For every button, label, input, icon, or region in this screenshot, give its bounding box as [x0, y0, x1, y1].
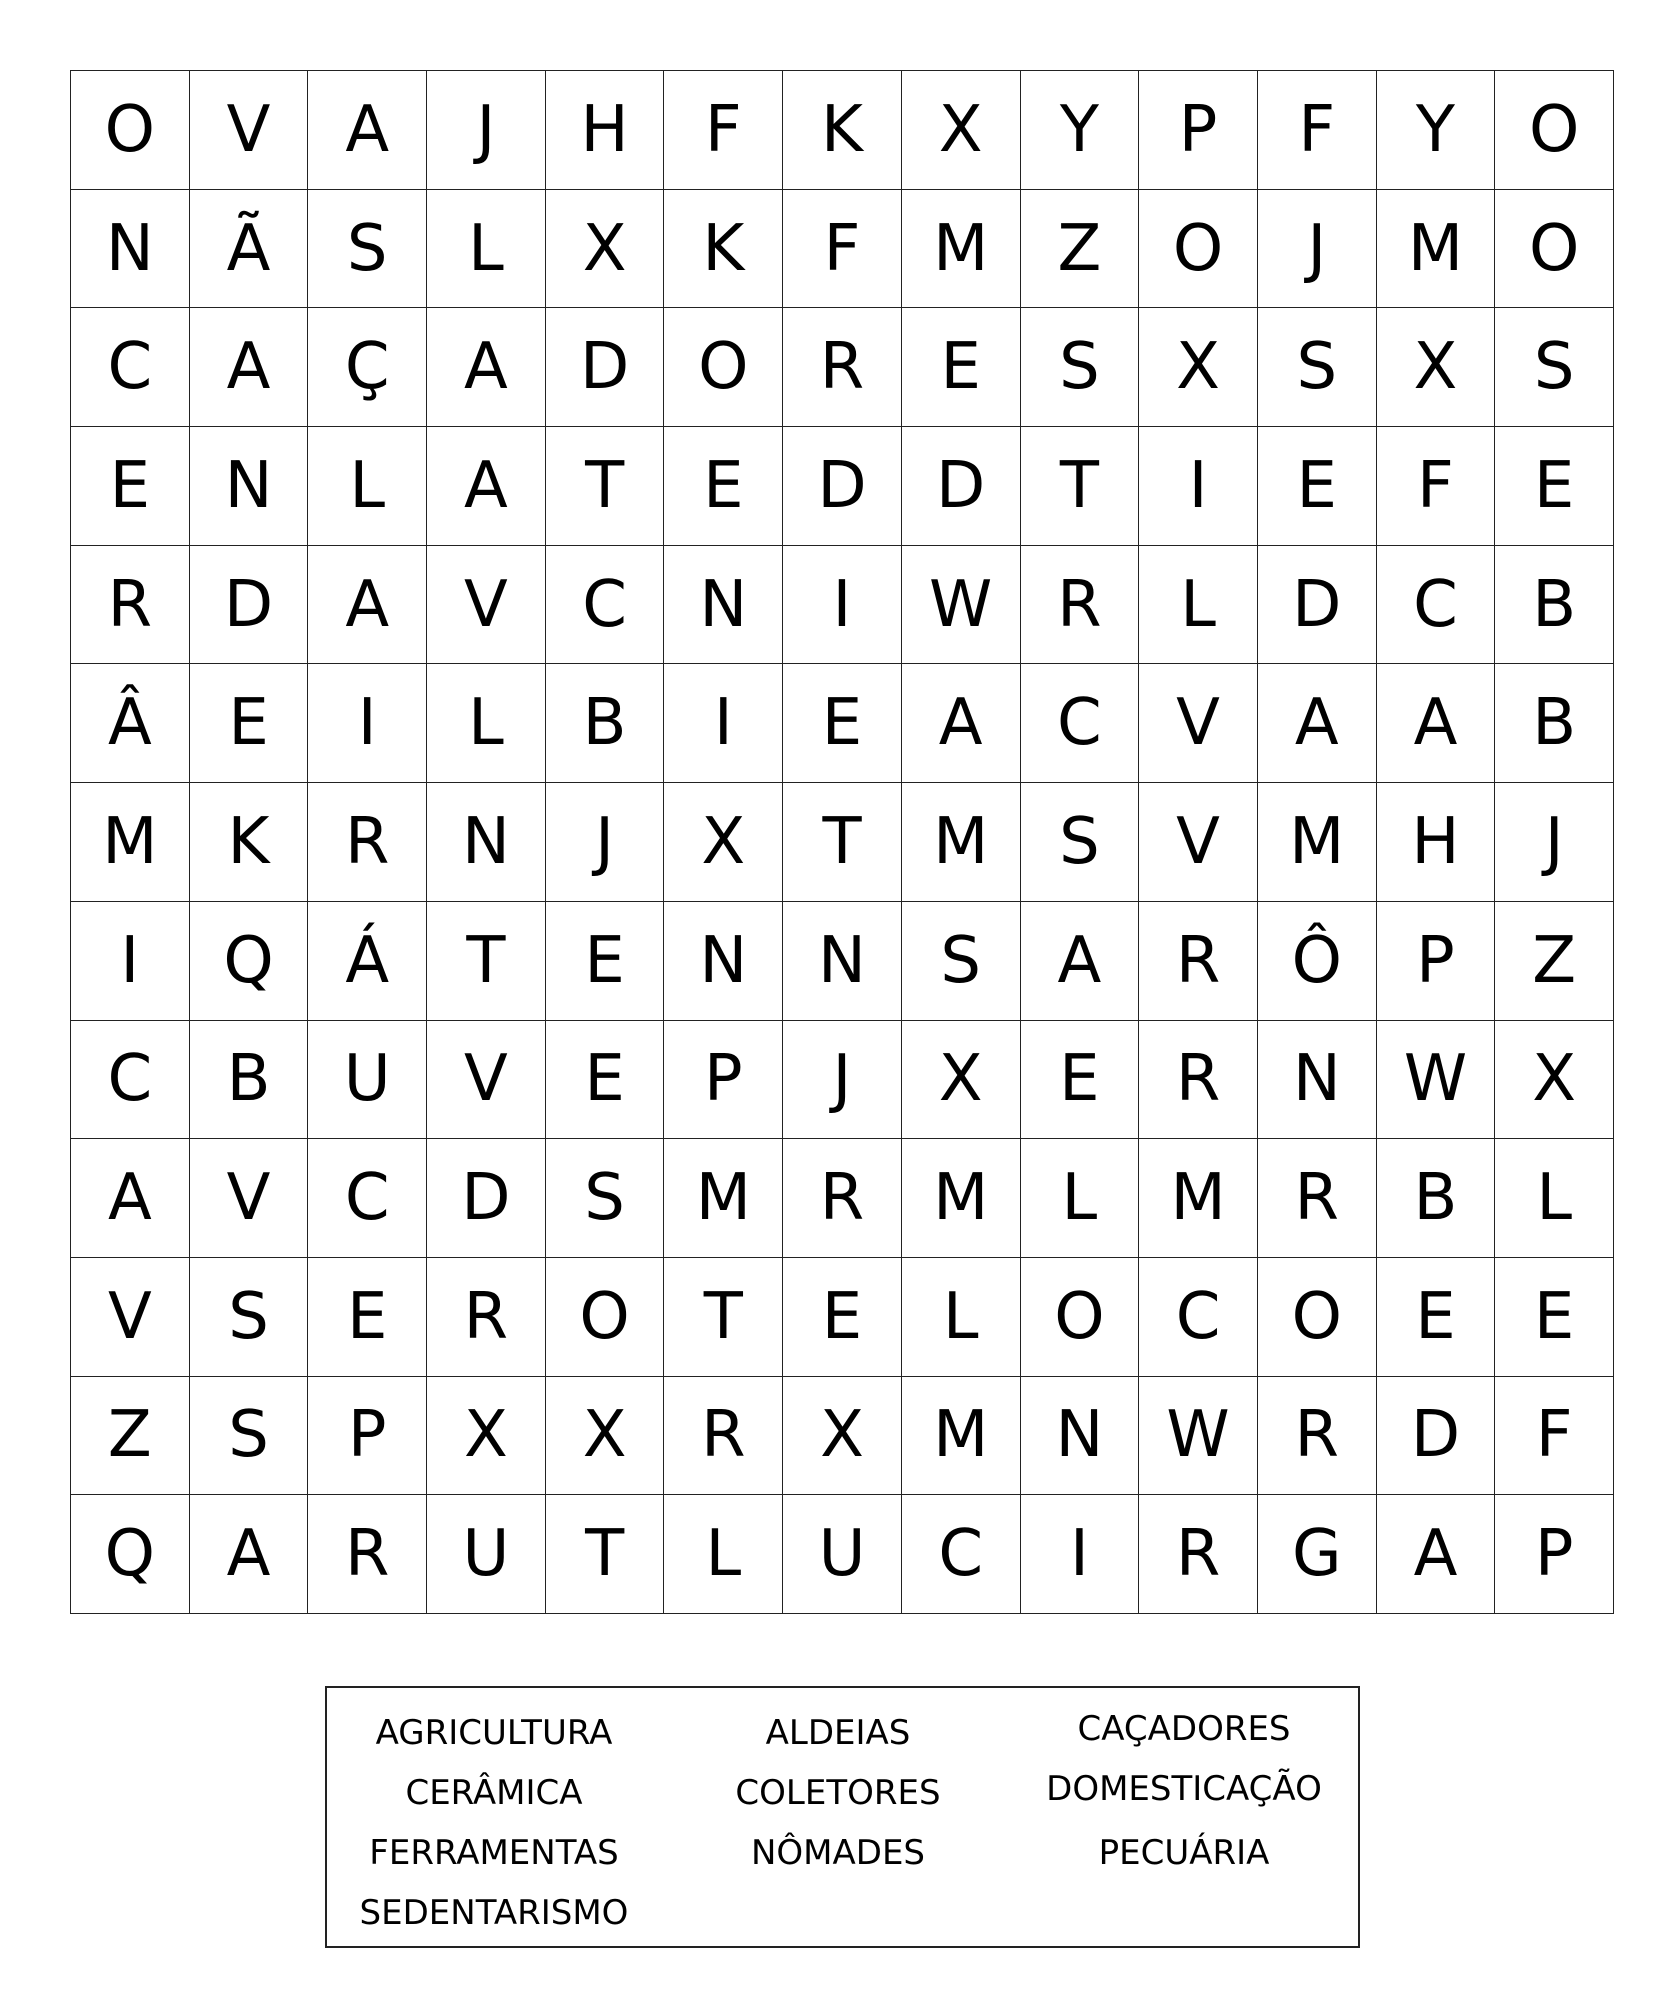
grid-cell[interactable]: B [1377, 1139, 1496, 1258]
grid-cell[interactable]: U [308, 1021, 427, 1140]
grid-cell[interactable]: E [546, 902, 665, 1021]
grid-cell[interactable]: I [1021, 1495, 1140, 1614]
grid-cell[interactable]: G [1258, 1495, 1377, 1614]
grid-cell[interactable]: V [190, 71, 309, 190]
grid-cell[interactable]: A [902, 664, 1021, 783]
grid-cell[interactable]: Ç [308, 308, 427, 427]
grid-cell[interactable]: T [427, 902, 546, 1021]
grid-cell[interactable]: M [1258, 783, 1377, 902]
grid-cell[interactable]: L [1139, 546, 1258, 665]
grid-cell[interactable]: C [71, 308, 190, 427]
grid-cell[interactable]: M [902, 783, 1021, 902]
grid-cell[interactable]: N [1258, 1021, 1377, 1140]
grid-cell[interactable]: O [1495, 71, 1614, 190]
grid-cell[interactable]: H [546, 71, 665, 190]
grid-cell[interactable]: D [1377, 1377, 1496, 1496]
grid-cell[interactable]: M [902, 1377, 1021, 1496]
grid-cell[interactable]: V [190, 1139, 309, 1258]
grid-cell[interactable]: O [1495, 190, 1614, 309]
word-ceramica: CERÂMICA [405, 1773, 583, 1813]
grid-cell[interactable]: R [1139, 902, 1258, 1021]
grid-cell[interactable]: S [190, 1258, 309, 1377]
grid-cell[interactable]: E [664, 427, 783, 546]
grid-cell[interactable]: K [190, 783, 309, 902]
grid-cell[interactable]: L [1021, 1139, 1140, 1258]
grid-cell[interactable]: V [1139, 783, 1258, 902]
grid-cell[interactable]: F [783, 190, 902, 309]
grid-cell[interactable]: P [308, 1377, 427, 1496]
grid-cell[interactable]: T [1021, 427, 1140, 546]
grid-cell[interactable]: E [1495, 1258, 1614, 1377]
grid-cell[interactable]: U [783, 1495, 902, 1614]
grid-cell[interactable]: I [664, 664, 783, 783]
grid-cell[interactable]: S [546, 1139, 665, 1258]
grid-cell[interactable]: F [664, 71, 783, 190]
grid-cell[interactable]: O [546, 1258, 665, 1377]
grid-cell[interactable]: T [546, 427, 665, 546]
grid-cell[interactable]: W [1139, 1377, 1258, 1496]
grid-cell[interactable]: A [1377, 664, 1496, 783]
grid-cell[interactable]: S [1258, 308, 1377, 427]
grid-cell[interactable]: E [1258, 427, 1377, 546]
grid-cell[interactable]: X [664, 783, 783, 902]
grid-cell[interactable]: F [1258, 71, 1377, 190]
grid-cell[interactable]: E [71, 427, 190, 546]
grid-cell[interactable]: E [546, 1021, 665, 1140]
grid-cell[interactable]: O [71, 71, 190, 190]
word-aldeias: ALDEIAS [765, 1713, 911, 1753]
grid-cell[interactable]: R [1021, 546, 1140, 665]
grid-cell[interactable]: N [1021, 1377, 1140, 1496]
grid-cell[interactable]: B [1495, 664, 1614, 783]
grid-cell[interactable]: C [546, 546, 665, 665]
grid-cell[interactable]: Z [71, 1377, 190, 1496]
grid-cell[interactable]: D [902, 427, 1021, 546]
grid-cell[interactable]: A [190, 308, 309, 427]
grid-cell[interactable]: C [902, 1495, 1021, 1614]
grid-cell[interactable]: X [902, 71, 1021, 190]
grid-cell[interactable]: B [1495, 546, 1614, 665]
word-ferramentas: FERRAMENTAS [369, 1833, 619, 1873]
grid-cell[interactable]: S [1021, 783, 1140, 902]
grid-cell[interactable]: N [71, 190, 190, 309]
grid-cell[interactable]: S [1495, 308, 1614, 427]
grid-cell[interactable]: A [308, 546, 427, 665]
grid-cell[interactable]: W [1377, 1021, 1496, 1140]
grid-cell[interactable]: M [664, 1139, 783, 1258]
grid-cell[interactable]: J [1258, 190, 1377, 309]
grid-cell[interactable]: X [1377, 308, 1496, 427]
grid-cell[interactable]: S [190, 1377, 309, 1496]
word-pecuaria: PECUÁRIA [1098, 1833, 1270, 1873]
grid-cell[interactable]: N [783, 902, 902, 1021]
grid-cell[interactable]: X [783, 1377, 902, 1496]
grid-cell[interactable]: L [427, 190, 546, 309]
grid-cell[interactable]: I [308, 664, 427, 783]
grid-cell[interactable]: Q [190, 902, 309, 1021]
grid-cell[interactable]: J [1495, 783, 1614, 902]
grid-cell[interactable]: C [308, 1139, 427, 1258]
grid-cell[interactable]: E [1377, 1258, 1496, 1377]
grid-cell[interactable]: L [427, 664, 546, 783]
grid-cell[interactable]: W [902, 546, 1021, 665]
grid-cell[interactable]: V [427, 546, 546, 665]
grid-cell[interactable]: E [783, 664, 902, 783]
grid-cell[interactable]: L [902, 1258, 1021, 1377]
grid-cell[interactable]: M [1139, 1139, 1258, 1258]
grid-cell[interactable]: M [71, 783, 190, 902]
grid-cell[interactable]: C [1139, 1258, 1258, 1377]
grid-cell[interactable]: B [546, 664, 665, 783]
grid-cell[interactable]: X [546, 190, 665, 309]
grid-cell[interactable]: O [1139, 190, 1258, 309]
grid-cell[interactable]: R [308, 1495, 427, 1614]
grid-cell[interactable]: T [546, 1495, 665, 1614]
grid-cell[interactable]: F [1495, 1377, 1614, 1496]
grid-cell[interactable]: S [308, 190, 427, 309]
grid-cell[interactable]: D [546, 308, 665, 427]
grid-cell[interactable]: C [1021, 664, 1140, 783]
grid-cell[interactable]: J [546, 783, 665, 902]
grid-cell[interactable]: X [546, 1377, 665, 1496]
grid-cell[interactable]: R [1258, 1377, 1377, 1496]
grid-cell[interactable]: I [71, 902, 190, 1021]
grid-cell[interactable]: K [664, 190, 783, 309]
grid-cell[interactable]: P [664, 1021, 783, 1140]
grid-cell[interactable]: J [783, 1021, 902, 1140]
grid-cell[interactable]: H [1377, 783, 1496, 902]
word-domesticacao: DOMESTICAÇÃO [1046, 1769, 1322, 1809]
grid-cell[interactable]: R [71, 546, 190, 665]
grid-cell[interactable]: S [1021, 308, 1140, 427]
grid-cell[interactable]: R [783, 308, 902, 427]
grid-cell[interactable]: D [190, 546, 309, 665]
grid-cell[interactable]: D [783, 427, 902, 546]
grid-cell[interactable]: R [427, 1258, 546, 1377]
grid-cell[interactable]: C [1377, 546, 1496, 665]
grid-cell[interactable]: M [1377, 190, 1496, 309]
grid-cell[interactable]: T [664, 1258, 783, 1377]
grid-cell[interactable]: E [190, 664, 309, 783]
grid-cell[interactable]: U [427, 1495, 546, 1614]
grid-cell[interactable]: O [1258, 1258, 1377, 1377]
grid-cell[interactable]: R [308, 783, 427, 902]
grid-cell[interactable]: R [783, 1139, 902, 1258]
grid-cell[interactable]: V [427, 1021, 546, 1140]
grid-cell[interactable]: O [664, 308, 783, 427]
grid-cell[interactable]: C [71, 1021, 190, 1140]
grid-cell[interactable]: N [190, 427, 309, 546]
grid-cell[interactable]: Y [1021, 71, 1140, 190]
grid-cell[interactable]: N [427, 783, 546, 902]
grid-cell[interactable]: A [308, 71, 427, 190]
word-coletores: COLETORES [735, 1773, 941, 1813]
grid-cell[interactable]: Z [1495, 902, 1614, 1021]
grid-cell[interactable]: L [664, 1495, 783, 1614]
grid-cell[interactable]: I [783, 546, 902, 665]
grid-cell[interactable]: K [783, 71, 902, 190]
grid-cell[interactable]: M [902, 190, 1021, 309]
grid-cell[interactable]: E [1495, 427, 1614, 546]
grid-cell[interactable]: X [1139, 308, 1258, 427]
grid-cell[interactable]: X [902, 1021, 1021, 1140]
grid-cell[interactable]: E [1021, 1021, 1140, 1140]
word-nomades: NÔMADES [750, 1833, 926, 1873]
grid-cell[interactable]: L [1495, 1139, 1614, 1258]
word-cacadores: CAÇADORES [1077, 1709, 1291, 1749]
grid-cell[interactable]: R [1258, 1139, 1377, 1258]
grid-cell[interactable]: D [427, 1139, 546, 1258]
grid-cell[interactable]: P [1139, 71, 1258, 190]
grid-cell[interactable]: P [1377, 902, 1496, 1021]
grid-cell[interactable]: P [1495, 1495, 1614, 1614]
grid-cell[interactable]: A [71, 1139, 190, 1258]
grid-cell[interactable]: A [427, 427, 546, 546]
grid-cell[interactable]: M [902, 1139, 1021, 1258]
grid-cell[interactable]: O [1021, 1258, 1140, 1377]
grid-cell[interactable]: V [71, 1258, 190, 1377]
letter-grid [70, 70, 1614, 1614]
grid-cell[interactable]: Á [308, 902, 427, 1021]
grid-cell[interactable]: Y [1377, 71, 1496, 190]
grid-cell[interactable]: Q [71, 1495, 190, 1614]
grid-cell[interactable]: A [190, 1495, 309, 1614]
grid-cell[interactable]: R [1139, 1021, 1258, 1140]
grid-cell[interactable]: N [664, 546, 783, 665]
grid-cell[interactable]: R [664, 1377, 783, 1496]
grid-cell[interactable]: A [1021, 902, 1140, 1021]
grid-cell[interactable]: V [1139, 664, 1258, 783]
grid-cell[interactable]: L [308, 427, 427, 546]
grid-cell[interactable]: A [427, 308, 546, 427]
grid-cell[interactable]: Ô [1258, 902, 1377, 1021]
grid-cell[interactable]: E [902, 308, 1021, 427]
grid-cell[interactable]: R [1139, 1495, 1258, 1614]
grid-cell[interactable]: S [902, 902, 1021, 1021]
word-sedentarismo: SEDENTARISMO [359, 1893, 629, 1933]
grid-cell[interactable]: X [1495, 1021, 1614, 1140]
grid-cell[interactable]: A [1377, 1495, 1496, 1614]
grid-cell[interactable]: Â [71, 664, 190, 783]
grid-cell[interactable]: Z [1021, 190, 1140, 309]
grid-cell[interactable]: B [190, 1021, 309, 1140]
grid-cell[interactable]: D [1258, 546, 1377, 665]
grid-cell[interactable]: X [427, 1377, 546, 1496]
grid-cell[interactable]: I [1139, 427, 1258, 546]
grid-cell[interactable]: E [783, 1258, 902, 1377]
grid-cell[interactable]: A [1258, 664, 1377, 783]
grid-cell[interactable]: N [664, 902, 783, 1021]
word-agricultura: AGRICULTURA [375, 1713, 613, 1753]
grid-cell[interactable]: J [427, 71, 546, 190]
grid-cell[interactable]: T [783, 783, 902, 902]
grid-cell[interactable]: F [1377, 427, 1496, 546]
grid-cell[interactable]: E [308, 1258, 427, 1377]
word-list-box [325, 1686, 1360, 1948]
grid-cell[interactable]: Ã [190, 190, 309, 309]
